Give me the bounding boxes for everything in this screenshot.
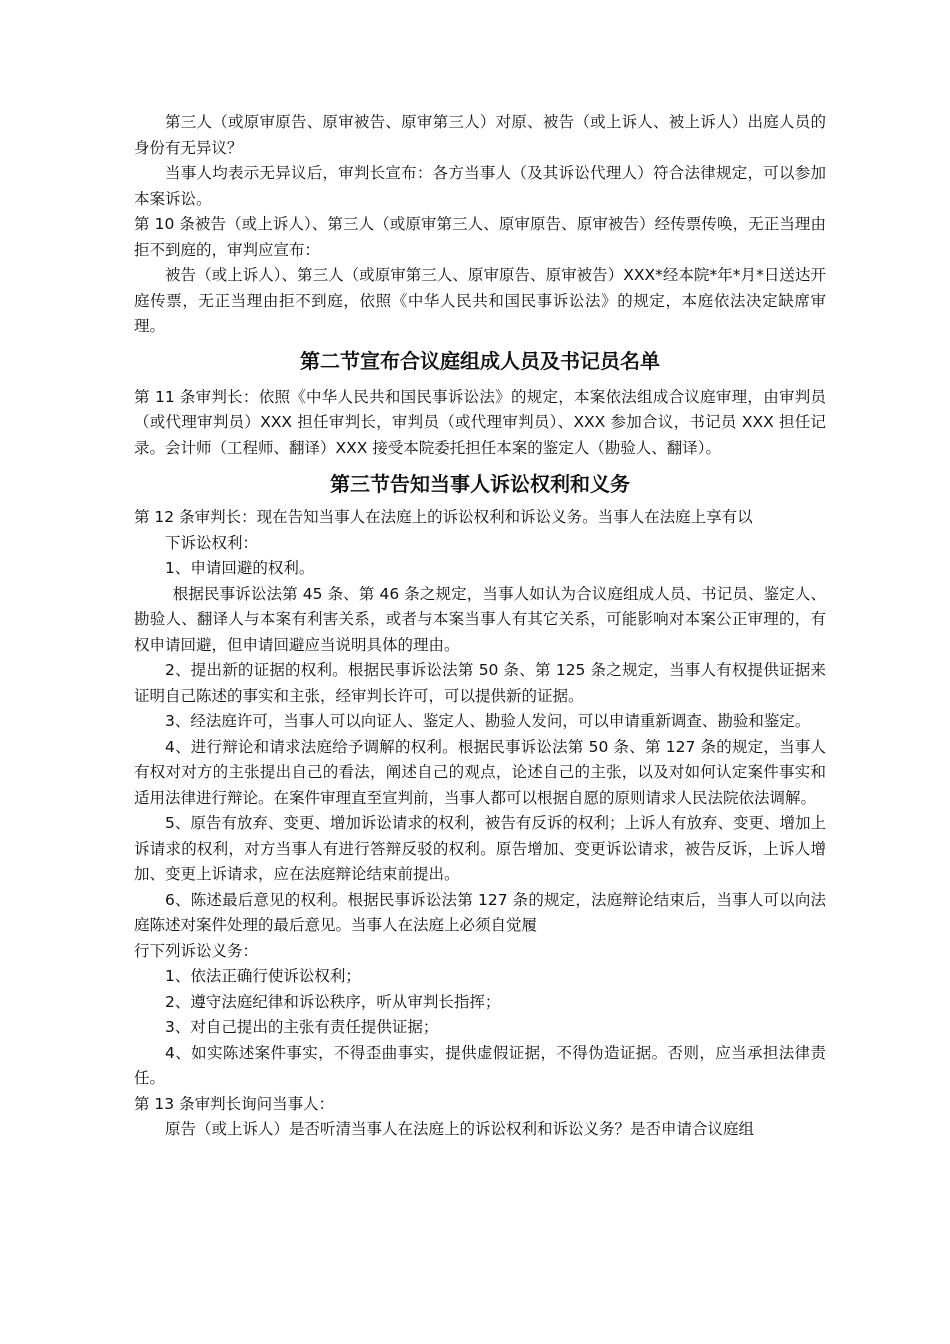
paragraph-identity-objection: 第三人（或原审原告、原审被告、原审第三人）对原、被告（或上诉人、被上诉人）出庭人员的身份有无异议？ xyxy=(134,113,826,157)
paragraph-default-trial: 被告（或上诉人）、第三人（或原审第三人、原审原告、原审被告）XXX*经本院*年*月*日送达开庭传票，无正当理由拒不到庭，依照《中华人民共和国民事诉讼法》的规定，本庭依法决定缺席审理。 xyxy=(134,266,826,335)
right-item-5: 5、原告有放弃、变更、增加诉讼请求的权利，被告有反诉的权利；上诉人有放弃、变更、增加上诉请求的权利，对方当事人有进行答辩反驳的权利。原告增加、变更诉讼请求，被告反诉，上诉人增加、变更上诉请求，应在法庭辩论结束前提出。 xyxy=(134,814,826,883)
right-item-1: 1、申请回避的权利。 xyxy=(165,559,315,577)
paragraph-article-13: 第 13 条审判长询问当事人： xyxy=(134,1094,335,1113)
paragraph-article-13-question: 原告（或上诉人）是否听清当事人在法庭上的诉讼权利和诉讼义务？是否申请合议庭组 xyxy=(165,1120,755,1138)
right-item-1-detail: 根据民事诉讼法第 45 条、第 46 条之规定，当事人如认为合议庭组成人员、书记员、鉴定人、勘验人、翻译人与本案有利害关系，或者与本案当事人有其它关系，可能影响对本案公正审理的，有权申请回避，但申请回避应当说明具体的理由。 xyxy=(134,584,826,654)
paragraph-article-10: 第 10 条被告（或上诉人）、第三人（或原审第三人、原审原告、原审被告）经传票传唤，无正当理由拒不到庭的，审判应宣布： xyxy=(134,215,826,259)
section-heading-3: 第三节告知当事人诉讼权利和义务 xyxy=(330,472,630,496)
paragraph-article-12-line1: 第 12 条审判长：现在告知当事人在法庭上的诉讼权利和诉讼义务。当事人在法庭上享有以 xyxy=(134,508,753,526)
right-item-6: 6、陈述最后意见的权利。根据民事诉讼法第 127 条的规定，法庭辩论结束后，当事人可以向法庭陈述对案件处理的最后意见。当事人在法庭上必须自觉履 xyxy=(134,890,826,934)
duty-item-1: 1、依法正确行使诉讼权利； xyxy=(165,967,361,985)
section-heading-2: 第二节宣布合议庭组成人员及书记员名单 xyxy=(300,348,660,373)
right-item-4: 4、进行辩论和请求法庭给予调解的权利。根据民事诉讼法第 50 条、第 127 条的规定，当事人有权对对方的主张提出自己的看法，阐述自己的观点，论述自己的主张，以及对如何认定案件事实和适用法律进行辩论。在案件审理直至宣判前，当事人都可以根据自愿的原则请求人民法院依法调解。 xyxy=(134,737,826,807)
duties-lead: 行下列诉讼义务： xyxy=(134,941,259,960)
paragraph-article-12-line2: 下诉讼权利： xyxy=(165,533,259,552)
duty-item-2: 2、遵守法庭纪律和诉讼秩序，听从审判长指挥； xyxy=(165,992,501,1011)
right-item-3: 3、经法庭许可，当事人可以向证人、鉴定人、勘验人发问，可以申请重新调查、勘验和鉴定。 xyxy=(165,712,811,730)
duty-item-4: 4、如实陈述案件事实，不得歪曲事实，提供虚假证据，不得伪造证据。否则，应当承担法律责任。 xyxy=(134,1043,826,1087)
duty-item-3: 3、对自己提出的主张有责任提供证据； xyxy=(165,1018,439,1036)
right-item-2: 2、提出新的证据的权利。根据民事诉讼法第 50 条、第 125 条之规定，当事人有权提供证据来证明自己陈述的事实和主张，经审判长许可，可以提供新的证据。 xyxy=(134,661,826,705)
paragraph-article-11: 第 11 条审判长：依照《中华人民共和国民事诉讼法》的规定，本案依法组成合议庭审理，由审判员（或代理审判员）XXX 担任审判长，审判员（或代理审判员）、XXX 参加合议，书记员 XXX 担任记录。会计师（工程师、翻译）XXX 接受本院委托担任本案的鉴定人（勘验人、翻译）。 xyxy=(134,387,826,457)
paragraph-no-objection: 当事人均表示无异议后，审判长宣布：各方当事人（及其诉讼代理人）符合法律规定，可以参加本案诉讼。 xyxy=(134,164,826,208)
document-page xyxy=(134,110,826,1143)
